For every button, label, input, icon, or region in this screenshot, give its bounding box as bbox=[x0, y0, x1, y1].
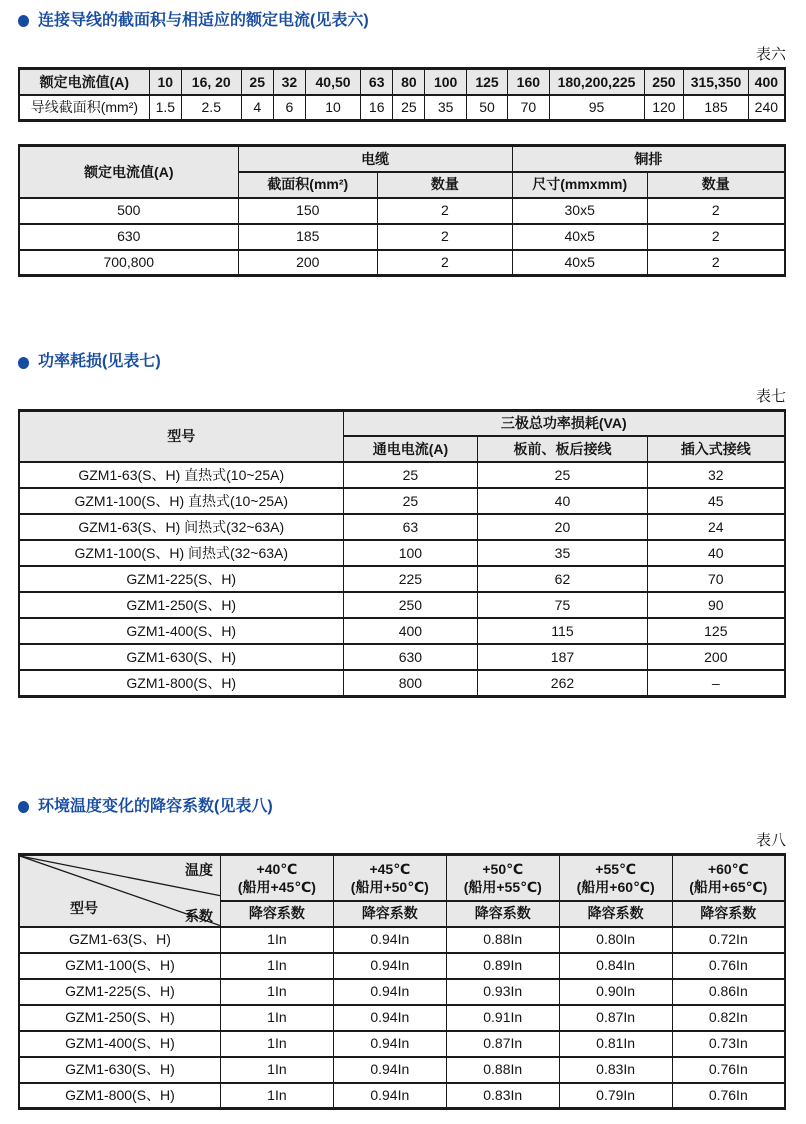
derating-header: 降容系数 bbox=[559, 901, 672, 927]
busbar-group-header: 铜排 bbox=[512, 146, 785, 172]
table-cell: 1In bbox=[220, 953, 333, 979]
row-header-cell: GZM1-250(S、H) bbox=[19, 1005, 220, 1031]
table-cell: 1In bbox=[220, 927, 333, 953]
table-cell: 6 bbox=[273, 95, 305, 121]
table-cell: 0.83In bbox=[559, 1057, 672, 1083]
table-cell: 1.5 bbox=[149, 95, 181, 121]
table-cell: 125 bbox=[466, 69, 507, 95]
table-cell: 1In bbox=[220, 1005, 333, 1031]
derating-header: 降容系数 bbox=[333, 901, 446, 927]
table-row bbox=[19, 953, 785, 979]
bullet-icon bbox=[18, 15, 29, 27]
table-cell: 45 bbox=[647, 488, 785, 514]
table-cell: 0.94In bbox=[333, 1005, 446, 1031]
table-cell: 40,50 bbox=[305, 69, 360, 95]
table-cell: 95 bbox=[549, 95, 644, 121]
cable-qty-header: 数量 bbox=[377, 172, 512, 198]
row-header-cell: GZM1-400(S、H) bbox=[19, 618, 343, 644]
table-cell: 120 bbox=[644, 95, 684, 121]
bullet-icon bbox=[18, 801, 29, 813]
table8-label: 表八 bbox=[755, 832, 786, 850]
temp-header: +45℃ (船用+50℃) bbox=[333, 855, 446, 901]
table-cell: 0.73In bbox=[672, 1031, 785, 1057]
table-cell: 24 bbox=[647, 514, 785, 540]
table-cell: 100 bbox=[343, 540, 478, 566]
row-header-cell: GZM1-800(S、H) bbox=[19, 1083, 220, 1109]
table-cell: 1In bbox=[220, 1031, 333, 1057]
table-wire-cross-section bbox=[18, 67, 786, 122]
derating-header: 降容系数 bbox=[220, 901, 333, 927]
table-cell: 25 bbox=[478, 462, 647, 488]
table-cell: 2 bbox=[377, 224, 512, 250]
table-cell: 0.93In bbox=[446, 979, 559, 1005]
table-cell: 80 bbox=[393, 69, 425, 95]
table-row bbox=[19, 1031, 785, 1057]
table-cell: 40 bbox=[647, 540, 785, 566]
diag-temperature-label: 温度 bbox=[184, 862, 213, 879]
table-cell: 630 bbox=[343, 644, 478, 670]
table-cell: 50 bbox=[466, 95, 507, 121]
table-row bbox=[19, 198, 785, 224]
row-header-cell: GZM1-400(S、H) bbox=[19, 1031, 220, 1057]
table-cell: 1In bbox=[220, 1083, 333, 1109]
table-row bbox=[19, 540, 785, 566]
table-cell: 0.81In bbox=[559, 1031, 672, 1057]
table-cell: 0.89In bbox=[446, 953, 559, 979]
table-cell: 0.88In bbox=[446, 1057, 559, 1083]
table-cell: 35 bbox=[425, 95, 466, 121]
table-cell: 32 bbox=[273, 69, 305, 95]
section-title-text: 功率耗损(见表七) bbox=[38, 353, 161, 371]
derating-header: 降容系数 bbox=[446, 901, 559, 927]
table-cell: 0.88In bbox=[446, 927, 559, 953]
section-title-derating bbox=[18, 798, 788, 816]
row-header-cell: GZM1-250(S、H) bbox=[19, 592, 343, 618]
table-cable-busbar bbox=[18, 144, 786, 277]
table-row bbox=[19, 1005, 785, 1031]
table-cell: 0.76In bbox=[672, 953, 785, 979]
table-cell: 0.76In bbox=[672, 1083, 785, 1109]
table-cell: 150 bbox=[238, 198, 377, 224]
table-row bbox=[19, 927, 785, 953]
table-cell: 25 bbox=[393, 95, 425, 121]
table-cell: 187 bbox=[478, 644, 647, 670]
derating-header: 降容系数 bbox=[672, 901, 785, 927]
table-cell: 2 bbox=[647, 198, 785, 224]
row-header-cell: GZM1-225(S、H) bbox=[19, 979, 220, 1005]
current-header: 通电电流(A) bbox=[343, 436, 478, 462]
table-cell: 2 bbox=[647, 250, 785, 276]
busbar-size-header: 尺寸(mmxmm) bbox=[512, 172, 647, 198]
table-header-row bbox=[19, 146, 785, 172]
table-cell: 0.90In bbox=[559, 979, 672, 1005]
table-cell: 90 bbox=[647, 592, 785, 618]
table-cell: 115 bbox=[478, 618, 647, 644]
table-cell: 32 bbox=[647, 462, 785, 488]
table-cell: 180,200,225 bbox=[549, 69, 644, 95]
table-cell: 100 bbox=[425, 69, 466, 95]
table6-label: 表六 bbox=[755, 46, 786, 64]
table-cell: 25 bbox=[343, 488, 478, 514]
table-cell: 10 bbox=[305, 95, 360, 121]
table-cell: 250 bbox=[343, 592, 478, 618]
table-power-loss bbox=[18, 409, 786, 698]
table-cell: 240 bbox=[748, 95, 785, 121]
table7-label: 表七 bbox=[755, 387, 786, 405]
table-row bbox=[19, 224, 785, 250]
table-cell: 225 bbox=[343, 566, 478, 592]
table-cell: 63 bbox=[343, 514, 478, 540]
table-cell: 25 bbox=[343, 462, 478, 488]
table-cell: 1In bbox=[220, 979, 333, 1005]
diagonal-header-cell bbox=[19, 855, 220, 927]
table-cell: 0.72In bbox=[672, 927, 785, 953]
row-header-cell: 额定电流值(A) bbox=[19, 69, 149, 95]
table-cell: 16 bbox=[361, 95, 393, 121]
row-header-cell: 500 bbox=[19, 198, 238, 224]
table-cell: – bbox=[647, 670, 785, 696]
table-cell: 400 bbox=[343, 618, 478, 644]
table-cell: 2 bbox=[647, 224, 785, 250]
table-cell: 0.91In bbox=[446, 1005, 559, 1031]
table-row bbox=[19, 979, 785, 1005]
table-cell: 125 bbox=[647, 618, 785, 644]
table-row bbox=[19, 670, 785, 696]
table-cell: 0.82In bbox=[672, 1005, 785, 1031]
table-cell: 2 bbox=[377, 198, 512, 224]
table-cell: 0.80In bbox=[559, 927, 672, 953]
table-cell: 800 bbox=[343, 670, 478, 696]
table-cell: 75 bbox=[478, 592, 647, 618]
table-row bbox=[19, 566, 785, 592]
table-cell: 30x5 bbox=[512, 198, 647, 224]
table-header-row bbox=[19, 410, 785, 436]
table-row bbox=[19, 1057, 785, 1083]
table-cell: 200 bbox=[647, 644, 785, 670]
table-cell: 25 bbox=[241, 69, 273, 95]
row-header-cell: 700,800 bbox=[19, 250, 238, 276]
row-header-cell: GZM1-100(S、H) bbox=[19, 953, 220, 979]
diag-model-label: 型号 bbox=[70, 900, 98, 917]
row-header-cell: GZM1-225(S、H) bbox=[19, 566, 343, 592]
busbar-qty-header: 数量 bbox=[647, 172, 785, 198]
diag-coefficient-label: 系数 bbox=[184, 908, 213, 925]
table-row bbox=[19, 514, 785, 540]
table-cell: 0.94In bbox=[333, 927, 446, 953]
cable-group-header: 电缆 bbox=[238, 146, 512, 172]
section-title-text: 环境温度变化的降容系数(见表八) bbox=[38, 797, 273, 815]
table-header-row bbox=[19, 855, 785, 901]
row-header-cell: GZM1-630(S、H) bbox=[19, 644, 343, 670]
table-row bbox=[19, 644, 785, 670]
table-cell: 16, 20 bbox=[181, 69, 241, 95]
section-title-text: 连接导线的截面积与相适应的额定电流(见表六) bbox=[38, 12, 369, 29]
table-cell: 400 bbox=[748, 69, 785, 95]
table-row bbox=[19, 1083, 785, 1109]
table-cell: 0.87In bbox=[559, 1005, 672, 1031]
temp-header: +40℃ (船用+45℃) bbox=[220, 855, 333, 901]
temp-header: +55℃ (船用+60℃) bbox=[559, 855, 672, 901]
plugin-wiring-header: 插入式接线 bbox=[647, 436, 785, 462]
table-cell: 40x5 bbox=[512, 250, 647, 276]
table-cell: 200 bbox=[238, 250, 377, 276]
table-cell: 0.94In bbox=[333, 1083, 446, 1109]
table-cell: 262 bbox=[478, 670, 647, 696]
table-cell: 0.79In bbox=[559, 1083, 672, 1109]
row-header-cell: GZM1-63(S、H) 直热式(10~25A) bbox=[19, 462, 343, 488]
table-cell: 10 bbox=[149, 69, 181, 95]
table-cell: 35 bbox=[478, 540, 647, 566]
row-header-cell: GZM1-100(S、H) 间热式(32~63A) bbox=[19, 540, 343, 566]
table-cell: 1In bbox=[220, 1057, 333, 1083]
row-header-cell: GZM1-63(S、H) 间热式(32~63A) bbox=[19, 514, 343, 540]
table-row bbox=[19, 95, 785, 121]
row-header-cell: 630 bbox=[19, 224, 238, 250]
section-title-power-loss bbox=[18, 353, 788, 371]
table-row bbox=[19, 592, 785, 618]
table-cell: 0.86In bbox=[672, 979, 785, 1005]
table-cell: 0.87In bbox=[446, 1031, 559, 1057]
table-cell: 20 bbox=[478, 514, 647, 540]
table-row bbox=[19, 462, 785, 488]
row-header-cell: GZM1-100(S、H) 直热式(10~25A) bbox=[19, 488, 343, 514]
table-cell: 0.94In bbox=[333, 1031, 446, 1057]
table-row bbox=[19, 618, 785, 644]
table-cell: 40x5 bbox=[512, 224, 647, 250]
power-loss-group-header: 三极总功率损耗(VA) bbox=[343, 410, 785, 436]
table-derating-factors bbox=[18, 853, 786, 1110]
table-cell: 70 bbox=[508, 95, 549, 121]
table-cell: 185 bbox=[238, 224, 377, 250]
table-cell: 250 bbox=[644, 69, 684, 95]
table-cell: 185 bbox=[684, 95, 748, 121]
row-header-cell: GZM1-630(S、H) bbox=[19, 1057, 220, 1083]
rated-current-header: 额定电流值(A) bbox=[19, 146, 238, 198]
table-cell: 0.76In bbox=[672, 1057, 785, 1083]
table-cell: 4 bbox=[241, 95, 273, 121]
section-title-wire-cross-section bbox=[18, 12, 788, 30]
table-cell: 0.94In bbox=[333, 1057, 446, 1083]
row-header-cell: 导线截面积(mm²) bbox=[19, 95, 149, 121]
table-cell: 0.94In bbox=[333, 979, 446, 1005]
front-rear-wiring-header: 板前、板后接线 bbox=[478, 436, 647, 462]
row-header-cell: GZM1-800(S、H) bbox=[19, 670, 343, 696]
table-cell: 2.5 bbox=[181, 95, 241, 121]
table-cell: 70 bbox=[647, 566, 785, 592]
row-header-cell: GZM1-63(S、H) bbox=[19, 927, 220, 953]
table-cell: 0.84In bbox=[559, 953, 672, 979]
table-cell: 63 bbox=[361, 69, 393, 95]
table-cell: 315,350 bbox=[684, 69, 748, 95]
cable-area-header: 截面积(mm²) bbox=[238, 172, 377, 198]
table-row bbox=[19, 488, 785, 514]
table-cell: 2 bbox=[377, 250, 512, 276]
model-header: 型号 bbox=[19, 410, 343, 462]
table-cell: 0.83In bbox=[446, 1083, 559, 1109]
table-cell: 40 bbox=[478, 488, 647, 514]
temp-header: +50℃ (船用+55℃) bbox=[446, 855, 559, 901]
bullet-icon bbox=[18, 357, 29, 369]
table-row bbox=[19, 69, 785, 95]
table-cell: 0.94In bbox=[333, 953, 446, 979]
temp-header: +60℃ (船用+65℃) bbox=[672, 855, 785, 901]
table-cell: 160 bbox=[508, 69, 549, 95]
table-cell: 62 bbox=[478, 566, 647, 592]
table-row bbox=[19, 250, 785, 276]
